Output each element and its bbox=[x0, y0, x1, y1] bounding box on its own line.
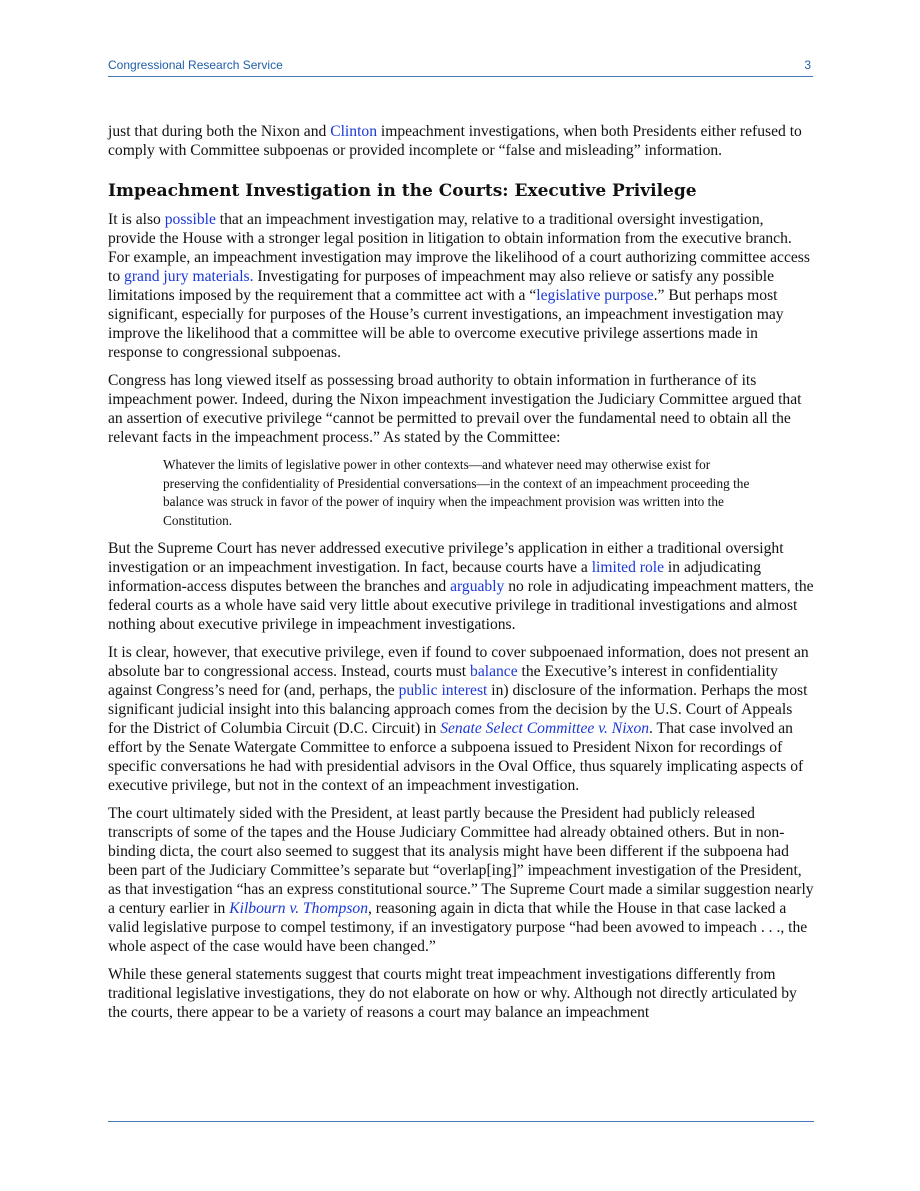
header-source: Congressional Research Service bbox=[108, 58, 283, 72]
paragraph-1 bbox=[108, 122, 814, 160]
link-balance[interactable]: balance bbox=[470, 663, 518, 680]
paragraph-2 bbox=[108, 210, 814, 362]
link-grand-jury-materials[interactable]: grand jury materials. bbox=[124, 268, 254, 285]
link-senate-select-committee[interactable]: Senate Select Committee v. Nixon bbox=[440, 720, 650, 737]
paragraph-5 bbox=[108, 643, 814, 795]
link-kilbourn-v-thompson[interactable]: Kilbourn v. Thompson bbox=[229, 900, 368, 917]
link-public-interest[interactable]: public interest bbox=[398, 682, 488, 699]
paragraph-4 bbox=[108, 539, 814, 634]
text: While these general statements suggest that courts might treat impeachment investigations differently from traditional legislative investigations, they do not elaborate on how or why. Although not directly articulated by the courts, there appear to be a variety of reasons a court may balance an impeachment bbox=[108, 966, 797, 1021]
paragraph-3 bbox=[108, 371, 814, 447]
text: It is also bbox=[108, 211, 165, 228]
link-possible[interactable]: possible bbox=[164, 211, 216, 228]
page-header bbox=[108, 58, 813, 77]
section-heading: Impeachment Investigation in the Courts: Executive Privilege bbox=[108, 181, 697, 201]
link-clinton[interactable]: Clinton bbox=[330, 123, 377, 140]
text: no role in adjudicating impeachment matters, the federal courts as a whole have said very little about executive privilege in traditional investigations and almost nothing about executive privilege in impeachment investigations. bbox=[108, 578, 814, 633]
text: But the Supreme Court has never addressed executive privilege’s application in either a traditional oversight investigation or an impeachment investigation. In fact, because courts have a bbox=[108, 540, 784, 576]
link-arguably[interactable]: arguably bbox=[450, 578, 505, 595]
text: Congress has long viewed itself as possessing broad authority to obtain information in furtherance of its impeachment power. Indeed, during the Nixon impeachment investigation the Judiciary Committee argued that an assertion of executive privilege “cannot be permitted to prevail over the fundamental need to obtain all the relevant facts in the impeachment process.” As stated by the Committee: bbox=[108, 372, 802, 446]
page-number: 3 bbox=[804, 58, 811, 72]
text: that an impeachment investigation may, relative to a traditional oversight investigation, provide the House with a stronger legal position in litigation to obtain information from the executive branch. For example, an impeachment investigation may improve the likelihood of a court authorizing committee access to bbox=[108, 211, 810, 285]
text: just that during both the Nixon and bbox=[108, 123, 331, 140]
text: The court ultimately sided with the President, at least partly because the President had publicly released transcripts of some of the tapes and the House Judiciary Committee had already obtained others. But in non-binding dicta, the court also seemed to suggest that its analysis might have been different if the subpoena had been part of the Judiciary Committee’s separate but “overlap[ing]” impeachment investigation of the President, as that investigation “has an express constitutional source.” The Supreme Court made a similar suggestion nearly a century earlier in bbox=[108, 805, 814, 917]
link-legislative-purpose[interactable]: legislative purpose bbox=[536, 287, 654, 304]
paragraph-6 bbox=[108, 804, 814, 956]
text: It is clear, however, that executive privilege, even if found to cover subpoenaed information, does not present an absolute bar to congressional access. Instead, courts must bbox=[108, 644, 809, 680]
text: impeachment investigations, when both Presidents either refused to comply with Committee subpoenas or provided incomplete or “false and misleading” information. bbox=[108, 123, 802, 159]
document-body bbox=[108, 122, 814, 1031]
text: .” But perhaps most significant, especially for purposes of the House’s current investigations, an impeachment investigation may improve the likelihood that a committee will be able to overcome executive privilege assertions made in response to congressional subpoenas. bbox=[108, 287, 784, 361]
paragraph-7 bbox=[108, 965, 814, 1022]
text: Investigating for purposes of impeachment may also relieve or satisfy any possible limitations imposed by the requirement that a committee act with a “ bbox=[108, 268, 775, 304]
text: , reasoning again in dicta that while the House in that case lacked a valid legislative purpose to compel testimony, if an investigatory purpose “had been avowed to impeach . . ., the whole aspect of the case would have been changed.” bbox=[108, 900, 808, 955]
text: . That case involved an effort by the Senate Watergate Committee to enforce a subpoena issued to President Nixon for recordings of specific conversations he had with presidential advisors in the Oval Office, thus squarely implicating aspects of executive privilege, but not in the context of an impeachment investigation. bbox=[108, 720, 804, 794]
block-quote: Whatever the limits of legislative power in other contexts—and whatever need may otherwise exist for preserving the confidentiality of Presidential conversations—in the context of an impeachment proceeding the balance was struck in favor of the power of inquiry when the impeachment provision was written into the Constitution. bbox=[163, 457, 750, 528]
footer-divider bbox=[108, 1121, 814, 1122]
link-limited-role[interactable]: limited role bbox=[591, 559, 665, 576]
text: in) disclosure of the information. Perhaps the most significant judicial insight into this balancing approach comes from the decision by the U.S. Court of Appeals for the District of Columbia Circuit (D.C. Circuit) in bbox=[108, 682, 808, 737]
text: in adjudicating information-access disputes between the branches and bbox=[108, 559, 762, 595]
text: the Executive’s interest in confidentiality against Congress’s need for (and, perhaps, the bbox=[108, 663, 778, 699]
